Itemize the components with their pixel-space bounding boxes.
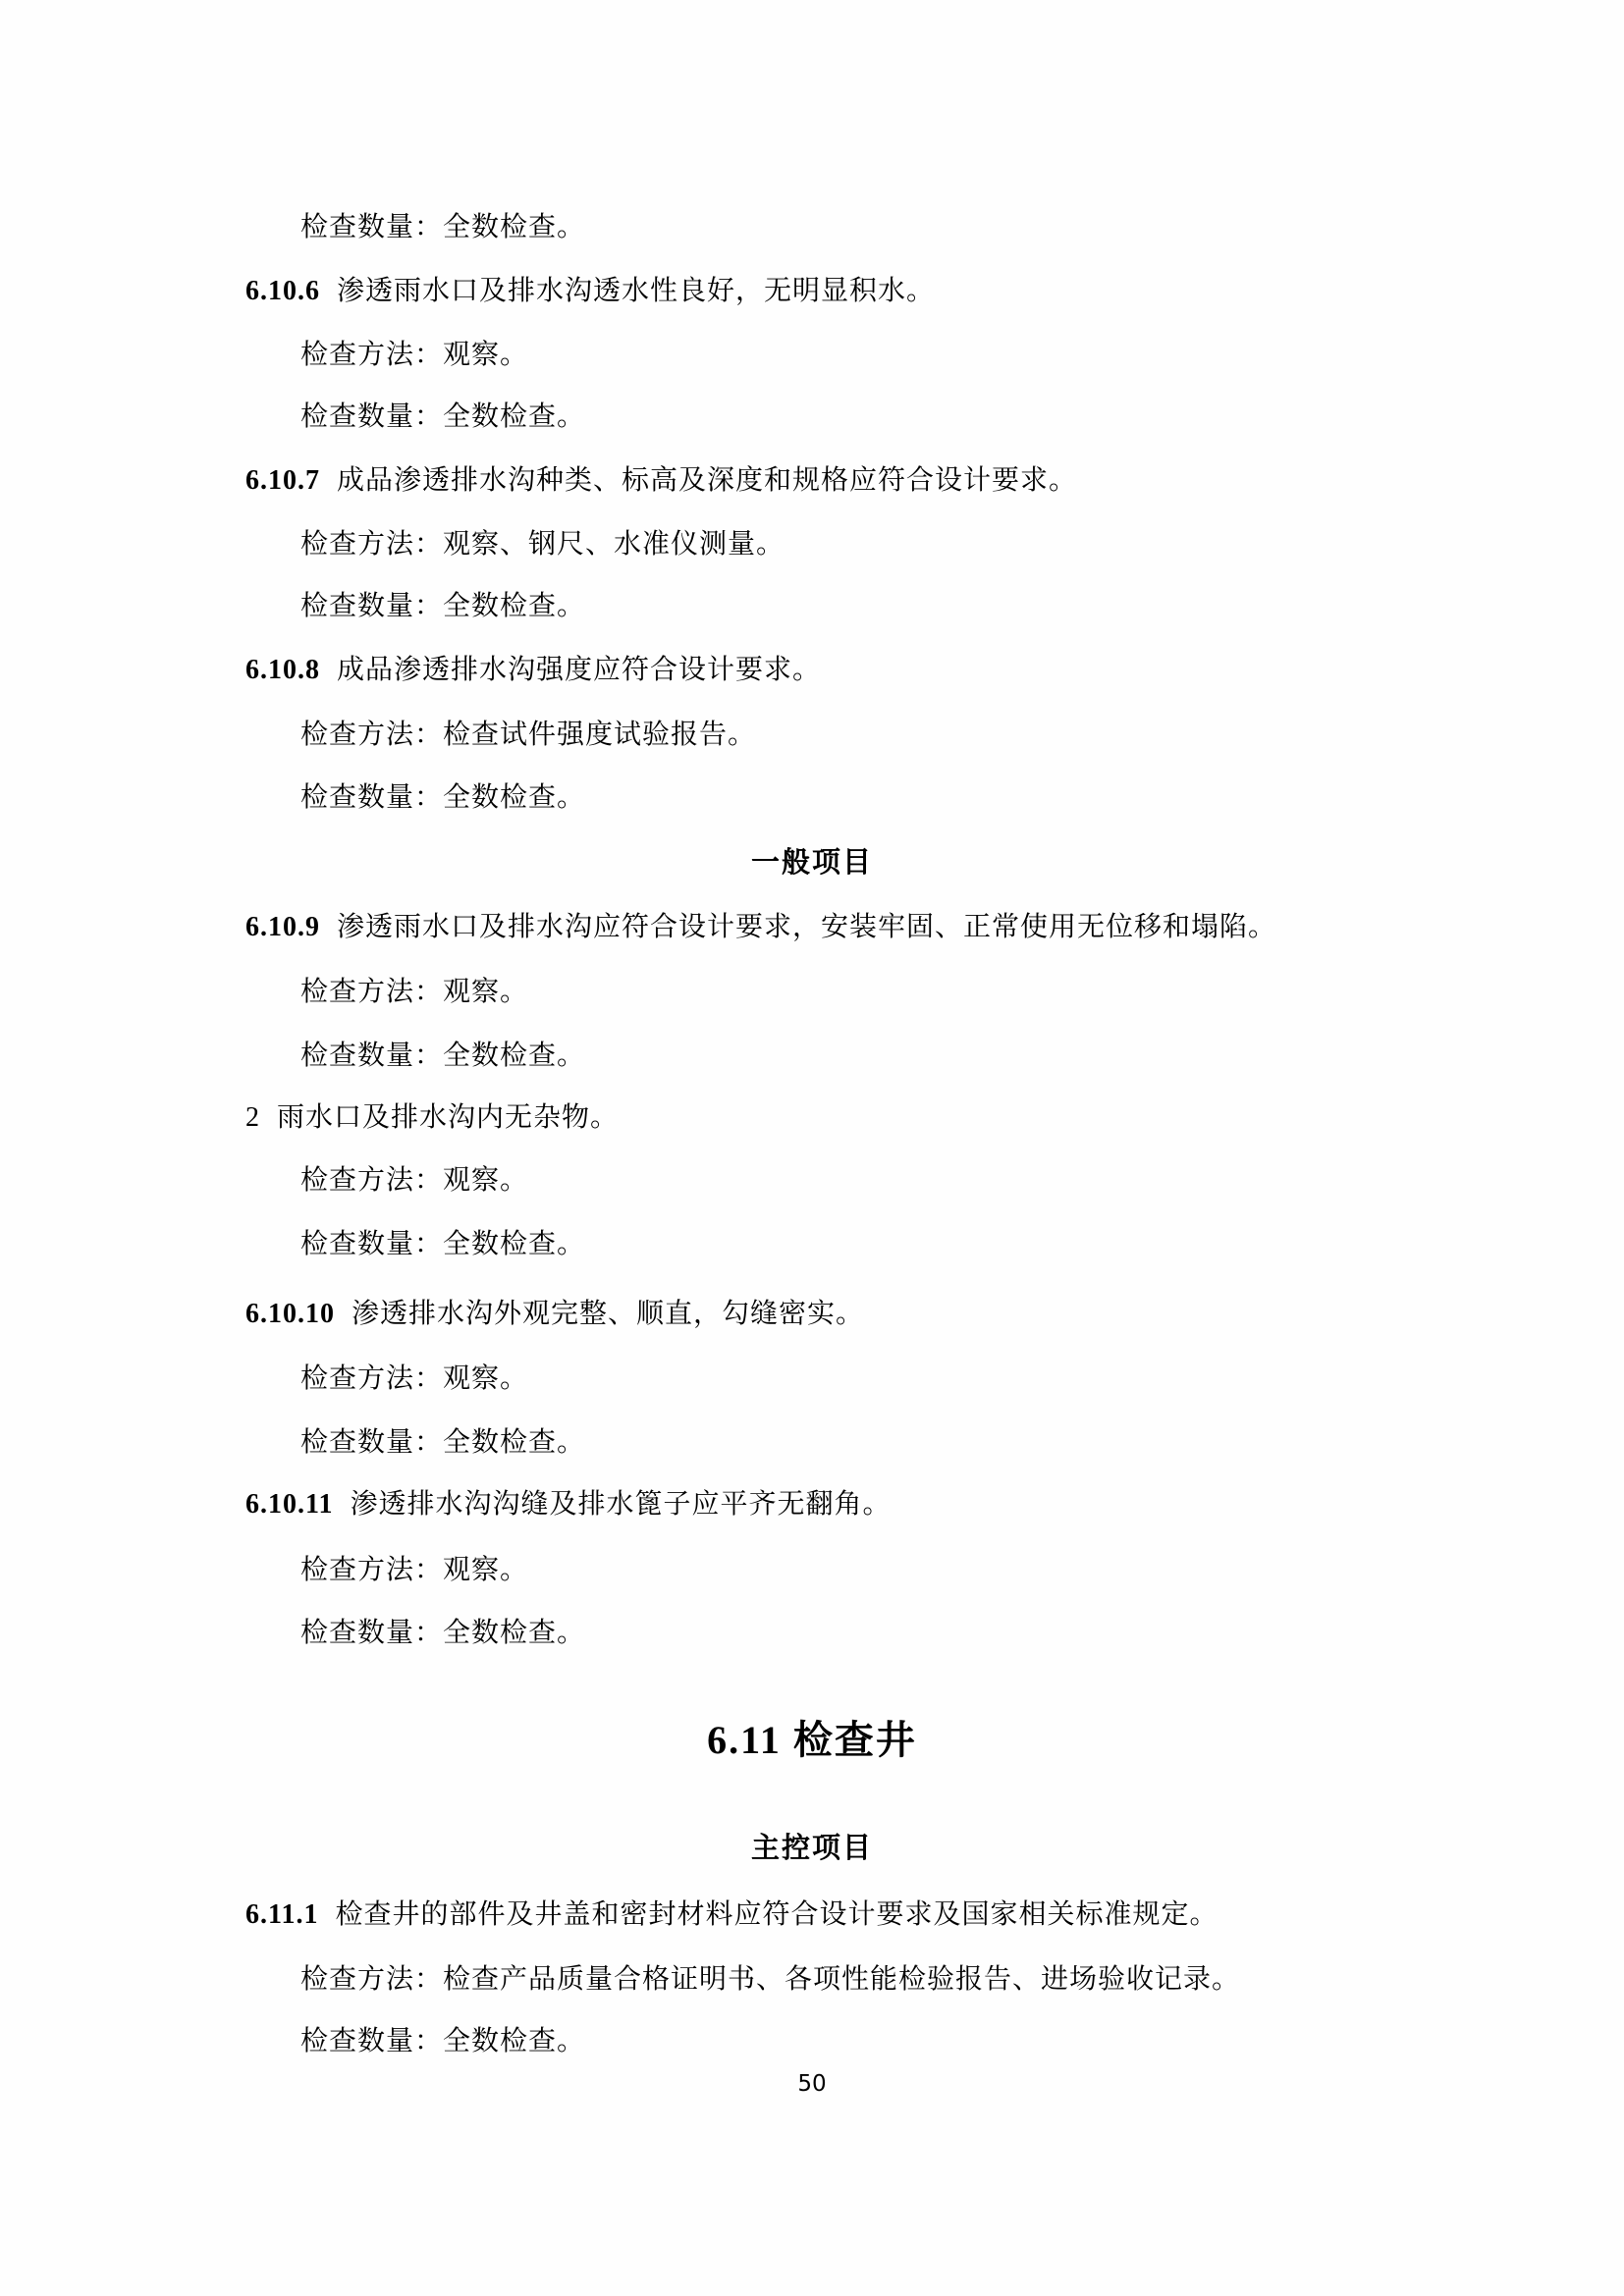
clause-text: 渗透雨水口及排水沟透水性良好，无明显积水。 bbox=[337, 276, 936, 306]
sub-item-text: 雨水口及排水沟内无杂物。 bbox=[277, 1102, 620, 1133]
clause-number: 6.10.11 bbox=[245, 1489, 334, 1520]
clause-6-10-8 bbox=[245, 657, 821, 684]
check-method-line: 检查方法：观察。 bbox=[300, 1363, 529, 1394]
clause-number: 6.10.8 bbox=[245, 655, 320, 685]
clause-6-10-11 bbox=[245, 1491, 891, 1519]
check-quantity-line: 检查数量：全数检查。 bbox=[300, 212, 586, 242]
clause-text: 渗透排水沟外观完整、顺直，勾缝密实。 bbox=[352, 1299, 865, 1329]
check-method-line: 检查方法：观察。 bbox=[300, 340, 529, 370]
check-method-line: 检查方法：观察。 bbox=[300, 1165, 529, 1196]
check-quantity-line: 检查数量：全数检查。 bbox=[300, 2026, 586, 2056]
check-method-line: 检查方法：检查试件强度试验报告。 bbox=[300, 720, 757, 750]
check-method-line: 检查方法：观察。 bbox=[300, 1555, 529, 1585]
clause-number: 6.11.1 bbox=[245, 1899, 319, 1930]
check-quantity-line: 检查数量：全数检查。 bbox=[300, 1041, 586, 1071]
clause-text: 成品渗透排水沟强度应符合设计要求。 bbox=[337, 655, 822, 685]
clause-number: 6.10.7 bbox=[245, 465, 320, 496]
clause-number: 6.10.10 bbox=[245, 1299, 335, 1329]
check-method-line: 检查方法：观察、钢尺、水准仪测量。 bbox=[300, 529, 785, 560]
clause-6-10-9 bbox=[245, 914, 1276, 941]
check-quantity-line: 检查数量：全数检查。 bbox=[300, 401, 586, 432]
clause-number: 6.10.9 bbox=[245, 912, 320, 942]
main-control-items-heading: 主控项目 bbox=[750, 1833, 873, 1864]
sub-item-number: 2 bbox=[245, 1102, 260, 1133]
check-quantity-line: 检查数量：全数检查。 bbox=[300, 782, 586, 813]
section-6-11-heading: 6.11 检查井 bbox=[707, 1718, 917, 1762]
clause-text: 成品渗透排水沟种类、标高及深度和规格应符合设计要求。 bbox=[337, 465, 1078, 496]
sub-item-2 bbox=[245, 1104, 619, 1132]
check-quantity-line: 检查数量：全数检查。 bbox=[300, 1618, 586, 1648]
clause-6-10-6 bbox=[245, 278, 935, 305]
clause-text: 渗透雨水口及排水沟应符合设计要求，安装牢固、正常使用无位移和塌陷。 bbox=[337, 912, 1277, 942]
page-number: 50 bbox=[797, 2071, 827, 2097]
check-quantity-line: 检查数量：全数检查。 bbox=[300, 591, 586, 621]
check-quantity-line: 检查数量：全数检查。 bbox=[300, 1427, 586, 1458]
check-quantity-line: 检查数量：全数检查。 bbox=[300, 1229, 586, 1259]
general-items-heading: 一般项目 bbox=[750, 847, 873, 879]
clause-text: 检查井的部件及井盖和密封材料应符合设计要求及国家相关标准规定。 bbox=[335, 1899, 1218, 1930]
clause-text: 渗透排水沟沟缝及排水篦子应平齐无翻角。 bbox=[350, 1489, 892, 1520]
clause-6-10-7 bbox=[245, 467, 1077, 495]
check-method-line: 检查方法：观察。 bbox=[300, 977, 529, 1007]
clause-6-10-10 bbox=[245, 1301, 864, 1328]
clause-number: 6.10.6 bbox=[245, 276, 320, 306]
check-method-line: 检查方法：检查产品质量合格证明书、各项性能检验报告、进场验收记录。 bbox=[300, 1964, 1241, 1995]
clause-6-11-1 bbox=[245, 1901, 1218, 1929]
